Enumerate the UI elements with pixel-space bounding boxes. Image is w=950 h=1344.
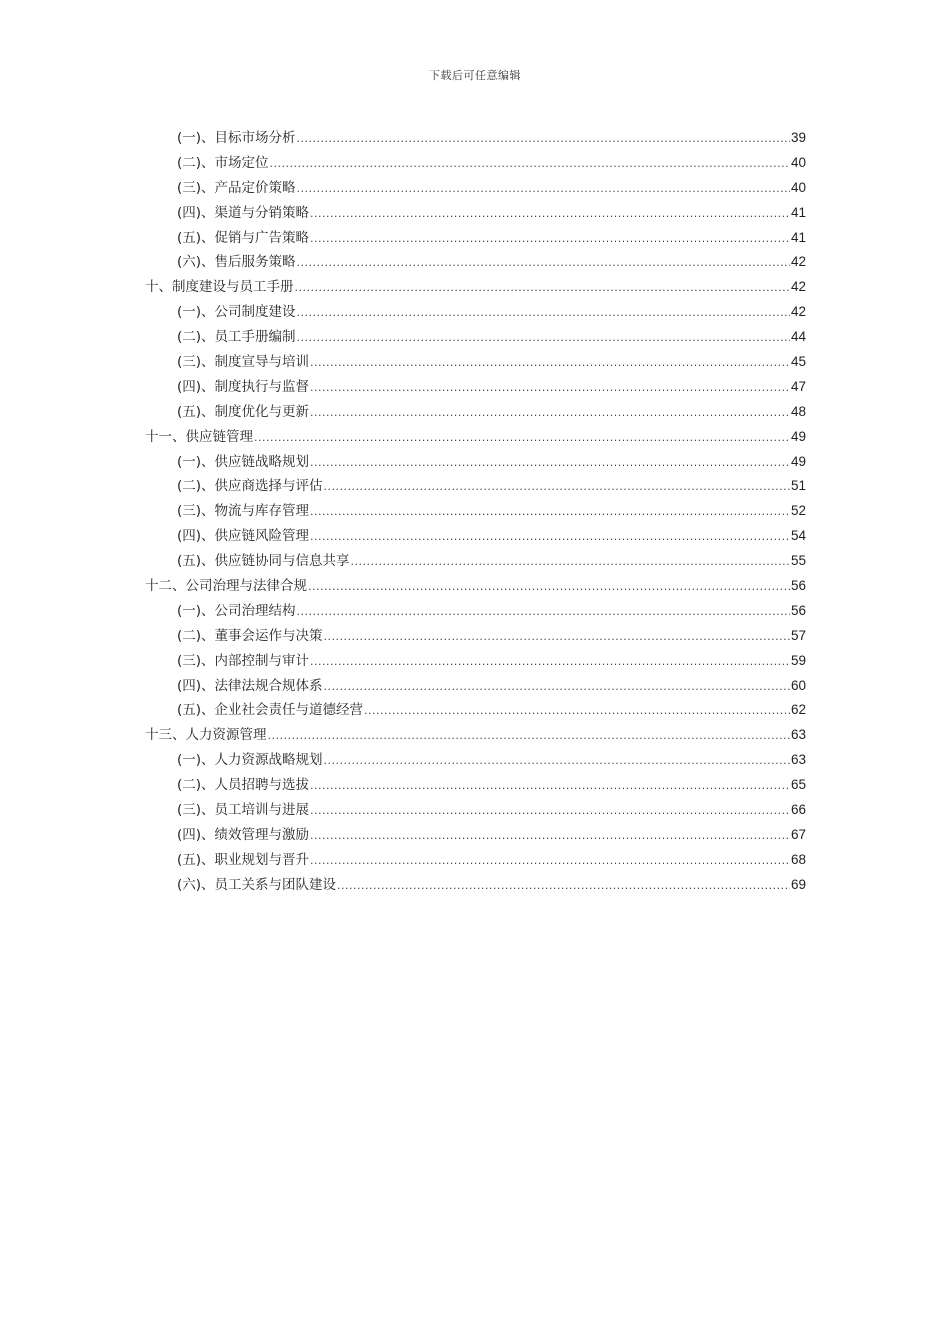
toc-entry-page-number: 54 (790, 528, 806, 544)
toc-entry-title: (一)、目标市场分析 (177, 130, 296, 146)
toc-entry-page-number: 52 (790, 503, 806, 519)
toc-entry-page-number: 62 (790, 702, 806, 718)
toc-entry-title: (三)、物流与库存管理 (177, 503, 310, 520)
toc-entry-title: 十二、公司治理与法律合规 (145, 578, 307, 595)
toc-entry-title: (三)、产品定价策略 (177, 179, 296, 196)
toc-section-entry[interactable] (145, 873, 806, 898)
toc-entry-page-number: 63 (790, 727, 806, 743)
toc-section-entry[interactable] (145, 649, 806, 674)
toc-section-entry[interactable] (145, 226, 806, 251)
toc-entry-title: 十、制度建设与员工手册 (145, 279, 294, 296)
toc-section-entry[interactable] (145, 524, 806, 549)
toc-entry-title: (一)、人力资源战略规划 (177, 752, 323, 769)
toc-entry-page-number: 45 (790, 354, 806, 370)
toc-dot-leader (310, 375, 790, 401)
toc-entry-title: (三)、员工培训与进展 (177, 802, 310, 819)
toc-dot-leader (297, 126, 790, 152)
toc-dot-leader (295, 275, 790, 301)
toc-dot-leader (324, 624, 790, 650)
toc-entry-title: (三)、制度宣导与培训 (177, 354, 310, 371)
toc-entry-page-number: 44 (790, 329, 806, 345)
toc-entry-page-number: 39 (790, 130, 806, 145)
toc-entry-page-number: 51 (790, 478, 806, 494)
toc-dot-leader (310, 773, 790, 799)
toc-entry-title: (四)、绩效管理与激励 (177, 826, 310, 843)
toc-section-entry[interactable] (145, 848, 806, 873)
toc-chapter-entry[interactable] (145, 275, 806, 300)
toc-entry-page-number: 60 (790, 677, 806, 693)
toc-entry-page-number: 57 (790, 627, 806, 643)
toc-entry-page-number: 63 (790, 752, 806, 768)
toc-entry-page-number: 65 (790, 777, 806, 793)
page-header: 下载后可任意编辑 (429, 69, 521, 82)
toc-entry-title: (六)、售后服务策略 (177, 254, 296, 271)
toc-entry-page-number: 42 (790, 304, 806, 320)
toc-entry-page-number: 56 (790, 578, 806, 594)
toc-entry-page-number: 41 (790, 204, 806, 220)
toc-entry-title: (二)、市场定位 (177, 154, 269, 171)
toc-dot-leader (297, 300, 790, 326)
toc-dot-leader (310, 798, 790, 824)
toc-dot-leader (254, 425, 790, 451)
toc-section-entry[interactable] (145, 624, 806, 649)
toc-entry-title: 十三、人力资源管理 (145, 727, 267, 744)
toc-dot-leader (310, 400, 790, 426)
toc-dot-leader (297, 250, 790, 276)
toc-section-entry[interactable] (145, 599, 806, 624)
toc-chapter-entry[interactable] (145, 723, 806, 748)
toc-section-entry[interactable] (145, 474, 806, 499)
toc-section-entry[interactable] (145, 450, 806, 475)
toc-section-entry[interactable] (145, 201, 806, 226)
toc-dot-leader (364, 698, 790, 724)
toc-entry-page-number: 49 (790, 453, 806, 469)
toc-dot-leader (310, 350, 790, 376)
toc-entry-title: (三)、内部控制与审计 (177, 652, 310, 669)
toc-dot-leader (297, 176, 790, 202)
toc-dot-leader (324, 474, 790, 500)
toc-dot-leader (310, 450, 790, 476)
toc-dot-leader (324, 748, 790, 774)
toc-entry-title: (五)、供应链协同与信息共享 (177, 553, 350, 570)
toc-entry-title: (一)、公司治理结构 (177, 602, 296, 619)
toc-entry-title: (一)、公司制度建设 (177, 304, 296, 321)
table-of-contents (145, 126, 806, 898)
toc-dot-leader (268, 723, 790, 749)
toc-entry-page-number: 48 (790, 403, 806, 419)
toc-entry-page-number: 68 (790, 851, 806, 867)
toc-section-entry[interactable] (145, 325, 806, 350)
toc-entry-page-number: 41 (790, 229, 806, 245)
toc-section-entry[interactable] (145, 674, 806, 699)
toc-entry-title: (五)、促销与广告策略 (177, 229, 310, 246)
toc-entry-title: (四)、渠道与分销策略 (177, 204, 310, 221)
toc-section-entry[interactable] (145, 300, 806, 325)
toc-entry-title: (四)、供应链风险管理 (177, 528, 310, 545)
toc-entry-title: 十一、供应链管理 (145, 428, 253, 445)
toc-dot-leader (310, 201, 790, 227)
toc-entry-page-number: 55 (790, 553, 806, 569)
toc-entry-page-number: 42 (790, 254, 806, 270)
toc-section-entry[interactable] (145, 748, 806, 773)
toc-section-entry[interactable] (145, 798, 806, 823)
toc-entry-page-number: 42 (790, 279, 806, 295)
toc-entry-page-number: 66 (790, 802, 806, 818)
toc-entry-title: (二)、供应商选择与评估 (177, 478, 323, 495)
toc-section-entry[interactable] (145, 698, 806, 723)
toc-dot-leader (324, 674, 790, 700)
toc-section-entry[interactable] (145, 823, 806, 848)
toc-dot-leader (310, 499, 790, 525)
toc-section-entry[interactable] (145, 549, 806, 574)
toc-entry-page-number: 49 (790, 428, 806, 444)
toc-section-entry[interactable] (145, 151, 806, 176)
toc-entry-title: (二)、人员招聘与选拔 (177, 777, 310, 794)
toc-chapter-entry[interactable] (145, 425, 806, 450)
toc-dot-leader (351, 549, 790, 575)
toc-chapter-entry[interactable] (145, 574, 806, 599)
toc-dot-leader (310, 226, 790, 252)
toc-entry-page-number: 40 (790, 154, 806, 170)
toc-entry-title: (二)、员工手册编制 (177, 329, 296, 346)
toc-section-entry[interactable] (145, 499, 806, 524)
toc-entry-page-number: 67 (790, 826, 806, 842)
toc-section-entry[interactable] (145, 126, 806, 151)
toc-dot-leader (310, 524, 790, 550)
toc-entry-title: (四)、法律法规合规体系 (177, 677, 323, 694)
toc-entry-page-number: 59 (790, 652, 806, 668)
toc-entry-title: (五)、职业规划与晋升 (177, 851, 310, 868)
toc-entry-title: (四)、制度执行与监督 (177, 378, 310, 395)
toc-dot-leader (310, 848, 790, 874)
toc-entry-title: (五)、企业社会责任与道德经营 (177, 702, 364, 719)
toc-section-entry[interactable] (145, 375, 806, 400)
toc-entry-title: (五)、制度优化与更新 (177, 403, 310, 420)
toc-entry-page-number: 69 (790, 876, 806, 892)
toc-section-entry[interactable] (145, 250, 806, 275)
toc-entry-title: (一)、供应链战略规划 (177, 453, 310, 470)
toc-entry-title: (二)、董事会运作与决策 (177, 627, 323, 644)
toc-section-entry[interactable] (145, 176, 806, 201)
toc-section-entry[interactable] (145, 400, 806, 425)
toc-section-entry[interactable] (145, 350, 806, 375)
toc-dot-leader (310, 823, 790, 849)
toc-dot-leader (297, 599, 790, 625)
toc-entry-page-number: 47 (790, 378, 806, 394)
toc-dot-leader (308, 574, 790, 600)
toc-entry-page-number: 56 (790, 602, 806, 618)
toc-dot-leader (310, 649, 790, 675)
toc-section-entry[interactable] (145, 773, 806, 798)
toc-entry-page-number: 40 (790, 179, 806, 195)
toc-dot-leader (337, 873, 790, 899)
toc-dot-leader (297, 325, 790, 351)
toc-dot-leader (270, 151, 790, 177)
toc-entry-title: (六)、员工关系与团队建设 (177, 876, 337, 893)
